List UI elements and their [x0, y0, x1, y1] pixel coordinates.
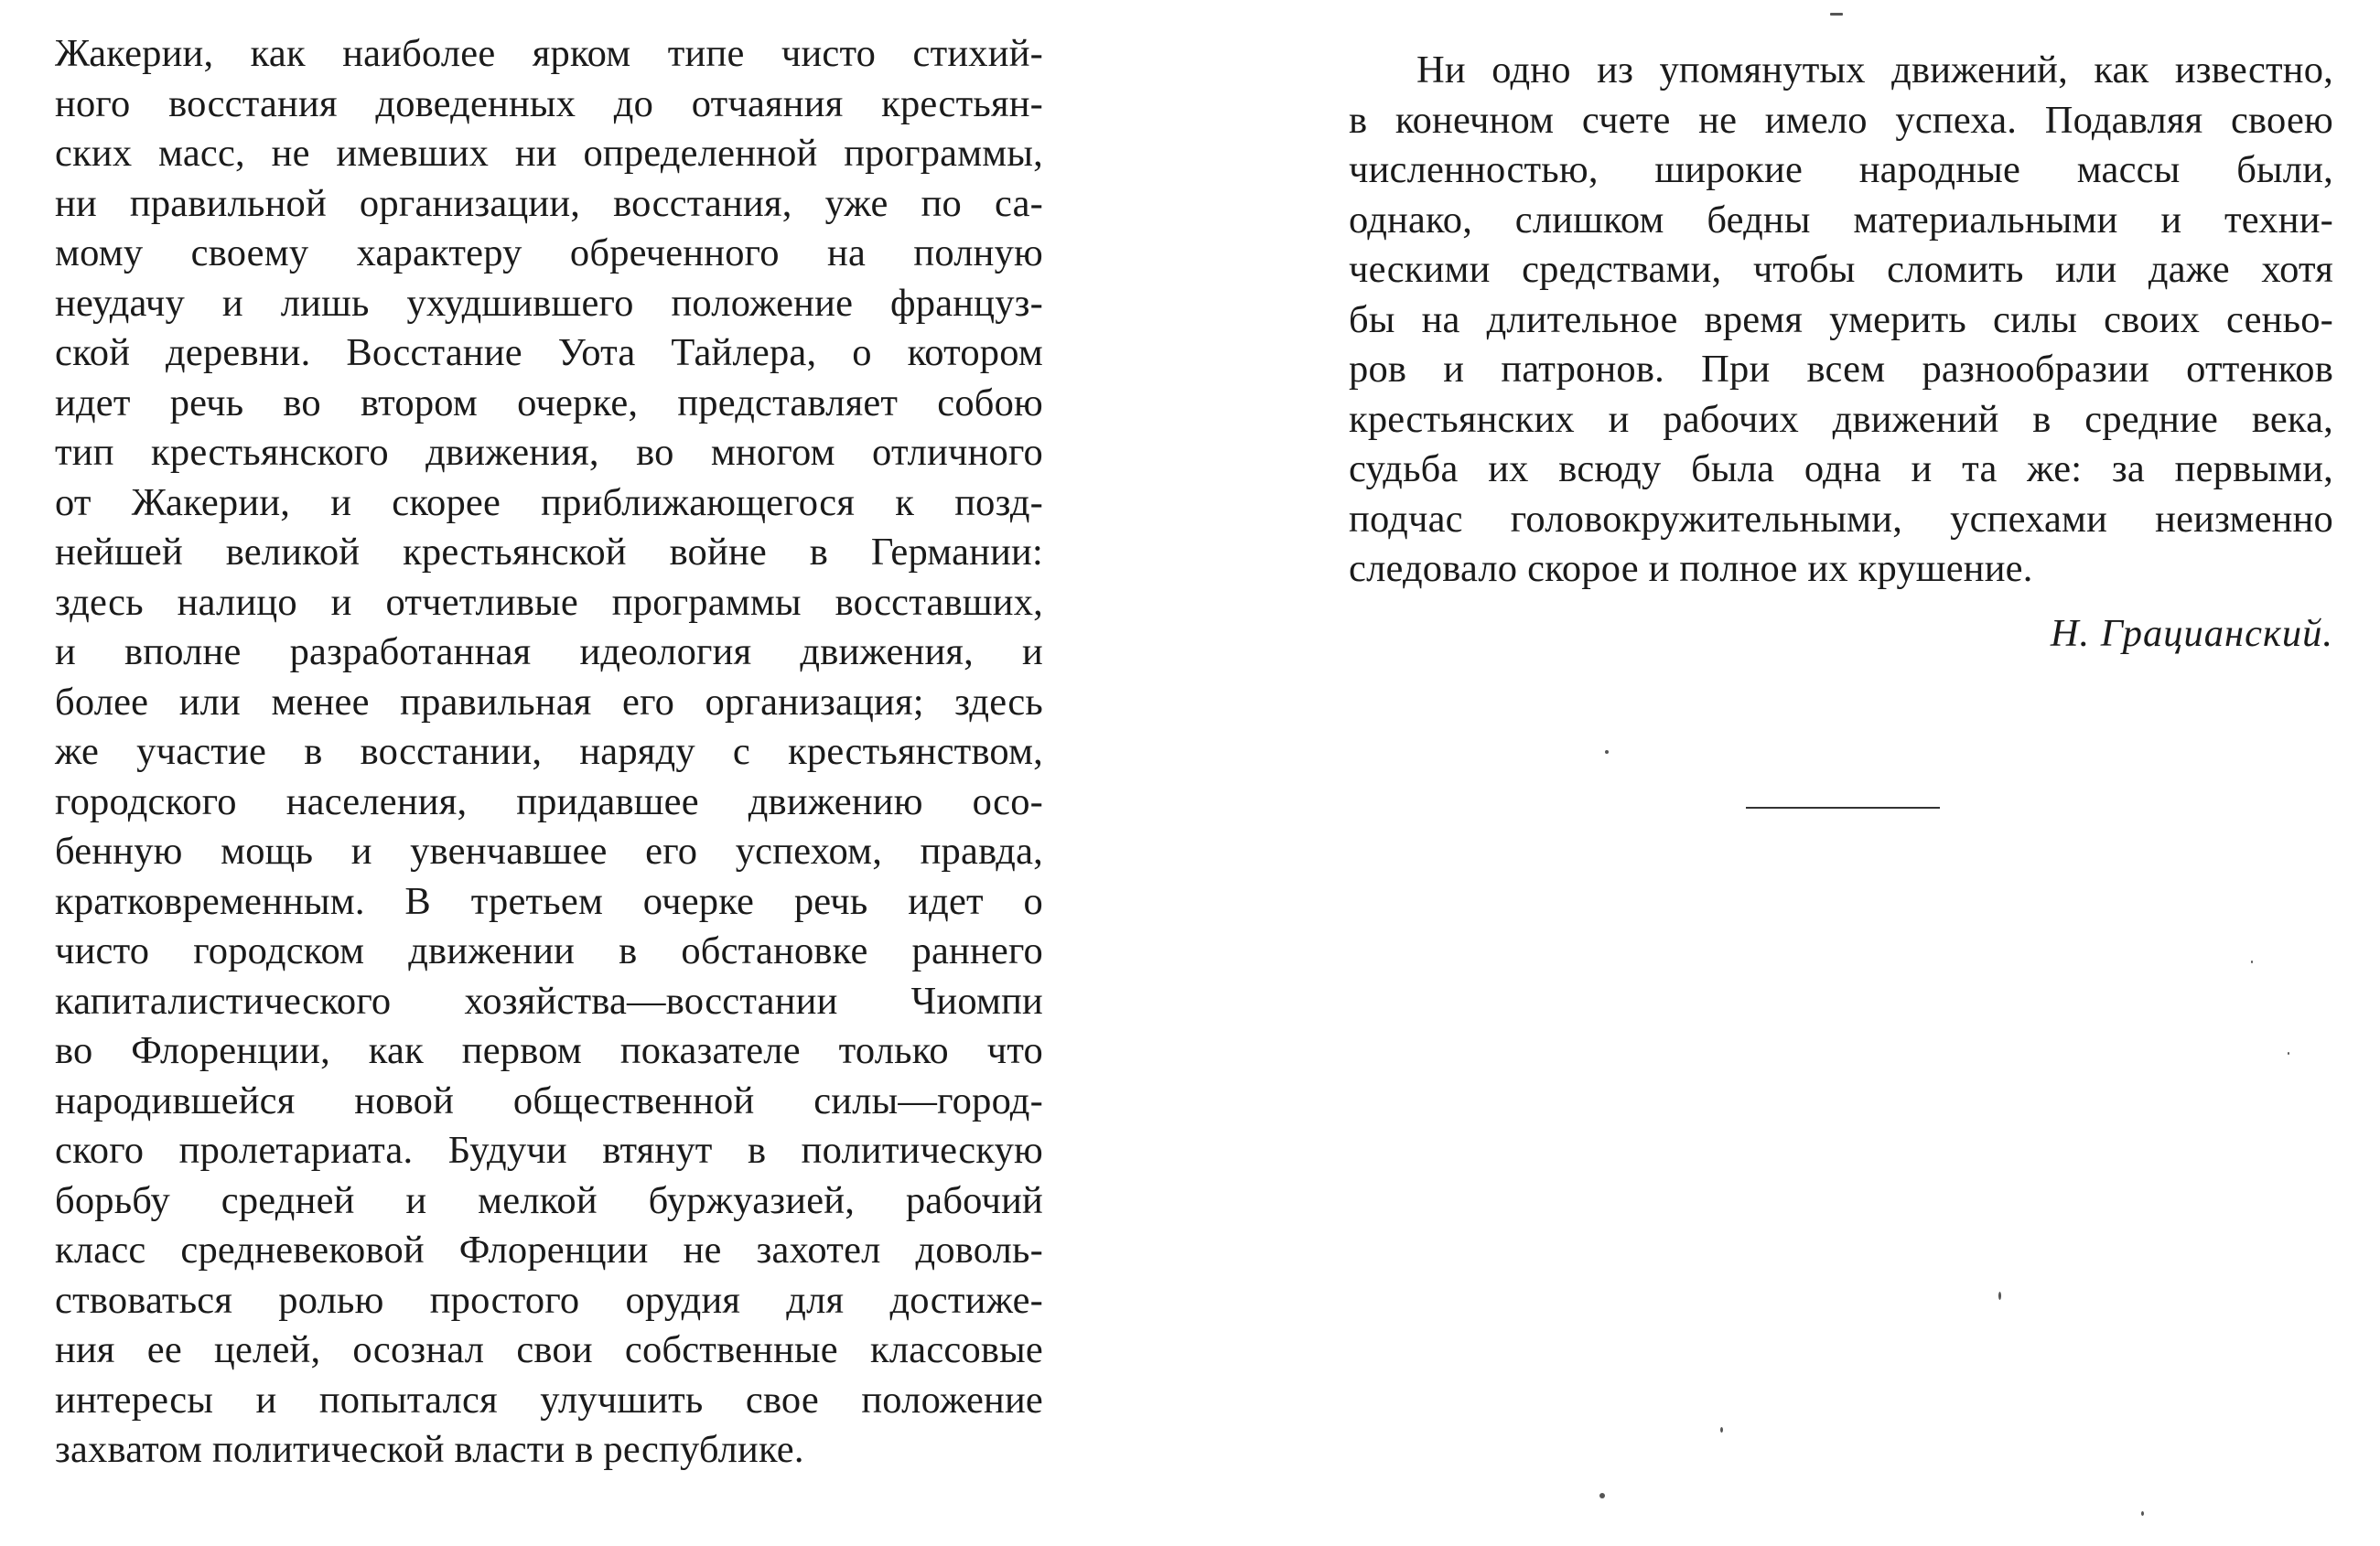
text-line: ствоваться ролью простого орудия для достиже-	[55, 1278, 1043, 1322]
text-line: численностью, широкие народные массы были,	[1349, 148, 2333, 191]
paragraph-first-line: Ни одно из упомянутых движений, как известно,	[1416, 48, 2333, 91]
text-line: идет речь во втором очерке, представляет собою	[55, 381, 1043, 424]
text-line: ской деревни. Восстание Уота Тайлера, о котором	[55, 331, 1043, 374]
text-line: бы на длительное время умерить силы своих сеньо-	[1349, 297, 2333, 341]
text-line: нейшей великой крестьянской войне в Германии:	[55, 531, 1043, 574]
text-line-last: следовало скорое и полное их крушение.	[1349, 547, 2033, 590]
text-line: судьба их всюду была одна и та же: за первыми,	[1349, 447, 2333, 490]
text-line: бенную мощь и увенчавшее его успехом, правда,	[55, 830, 1043, 873]
text-line: класс средневековой Флоренции не захотел доволь-	[55, 1229, 1043, 1272]
scan-speck	[2141, 1511, 2144, 1516]
text-line: крестьянских и рабочих движений в средние века,	[1349, 397, 2333, 441]
text-line: от Жакерии, и скорее приближающегося к позд-	[55, 480, 1043, 524]
text-line: во Флоренции, как первом показателе только что	[55, 1029, 1043, 1072]
text-line: Жакерии, как наиболее ярком типе чисто стихий-	[55, 32, 1043, 75]
author-signature: Н. Грацианский.	[2050, 611, 2333, 655]
scan-speck	[2288, 1052, 2289, 1055]
text-line: подчас головокружительными, успехами неизменно	[1349, 497, 2333, 541]
text-line: ского пролетариата. Будучи втянут в политическую	[55, 1129, 1043, 1172]
text-line: более или менее правильная его организация; здесь	[55, 680, 1043, 724]
text-line: городского населения, придавшее движению осо-	[55, 779, 1043, 823]
left-page-column	[55, 29, 1043, 1476]
text-line: в конечном счете не имело успеха. Подавляя своею	[1349, 98, 2333, 142]
scan-speck	[1998, 1292, 2001, 1300]
text-line: ских масс, не имевших ни определенной программы,	[55, 132, 1043, 175]
text-line: ния ее целей, осознал свои собственные классовые	[55, 1328, 1043, 1371]
text-line: же участие в восстании, наряду с крестьянством,	[55, 730, 1043, 773]
text-line: народившейся новой общественной силы—город-	[55, 1079, 1043, 1122]
right-page-column	[1349, 46, 2333, 656]
text-line: чисто городском движении в обстановке раннего	[55, 929, 1043, 972]
text-line: ческими средствами, чтобы сломить или даже хотя	[1349, 248, 2333, 291]
scan-speck	[1599, 1493, 1605, 1498]
text-line: капиталистического хозяйства—восстании Чиомпи	[55, 979, 1043, 1023]
text-line: ров и патронов. При всем разнообразии оттенков	[1349, 348, 2333, 391]
scan-speck	[1605, 750, 1609, 754]
text-line: борьбу средней и мелкой буржуазией, рабочий	[55, 1178, 1043, 1222]
scan-speck	[1830, 13, 1843, 16]
text-line: здесь налицо и отчетливые программы восставших,	[55, 580, 1043, 624]
text-line: мому своему характеру обреченного на полную	[55, 231, 1043, 274]
text-line: однако, слишком бедны материальными и техни-	[1349, 198, 2333, 242]
text-line: и вполне разработанная идеология движения, и	[55, 630, 1043, 673]
section-divider-rule	[1746, 807, 1940, 809]
scan-speck	[1720, 1427, 1723, 1433]
text-line-last: захватом политической власти в республике.	[55, 1428, 804, 1471]
scan-speck	[2251, 961, 2253, 963]
text-line: тип крестьянского движения, во многом отличного	[55, 431, 1043, 474]
text-line: ного восстания доведенных до отчаяния крестьян-	[55, 81, 1043, 125]
text-line: интересы и попытался улучшить свое положение	[55, 1378, 1043, 1422]
text-line: неудачу и лишь ухудшившего положение француз-	[55, 281, 1043, 325]
text-line: ни правильной организации, восстания, уже по са-	[55, 181, 1043, 225]
text-line: кратковременным. В третьем очерке речь идет о	[55, 879, 1043, 923]
